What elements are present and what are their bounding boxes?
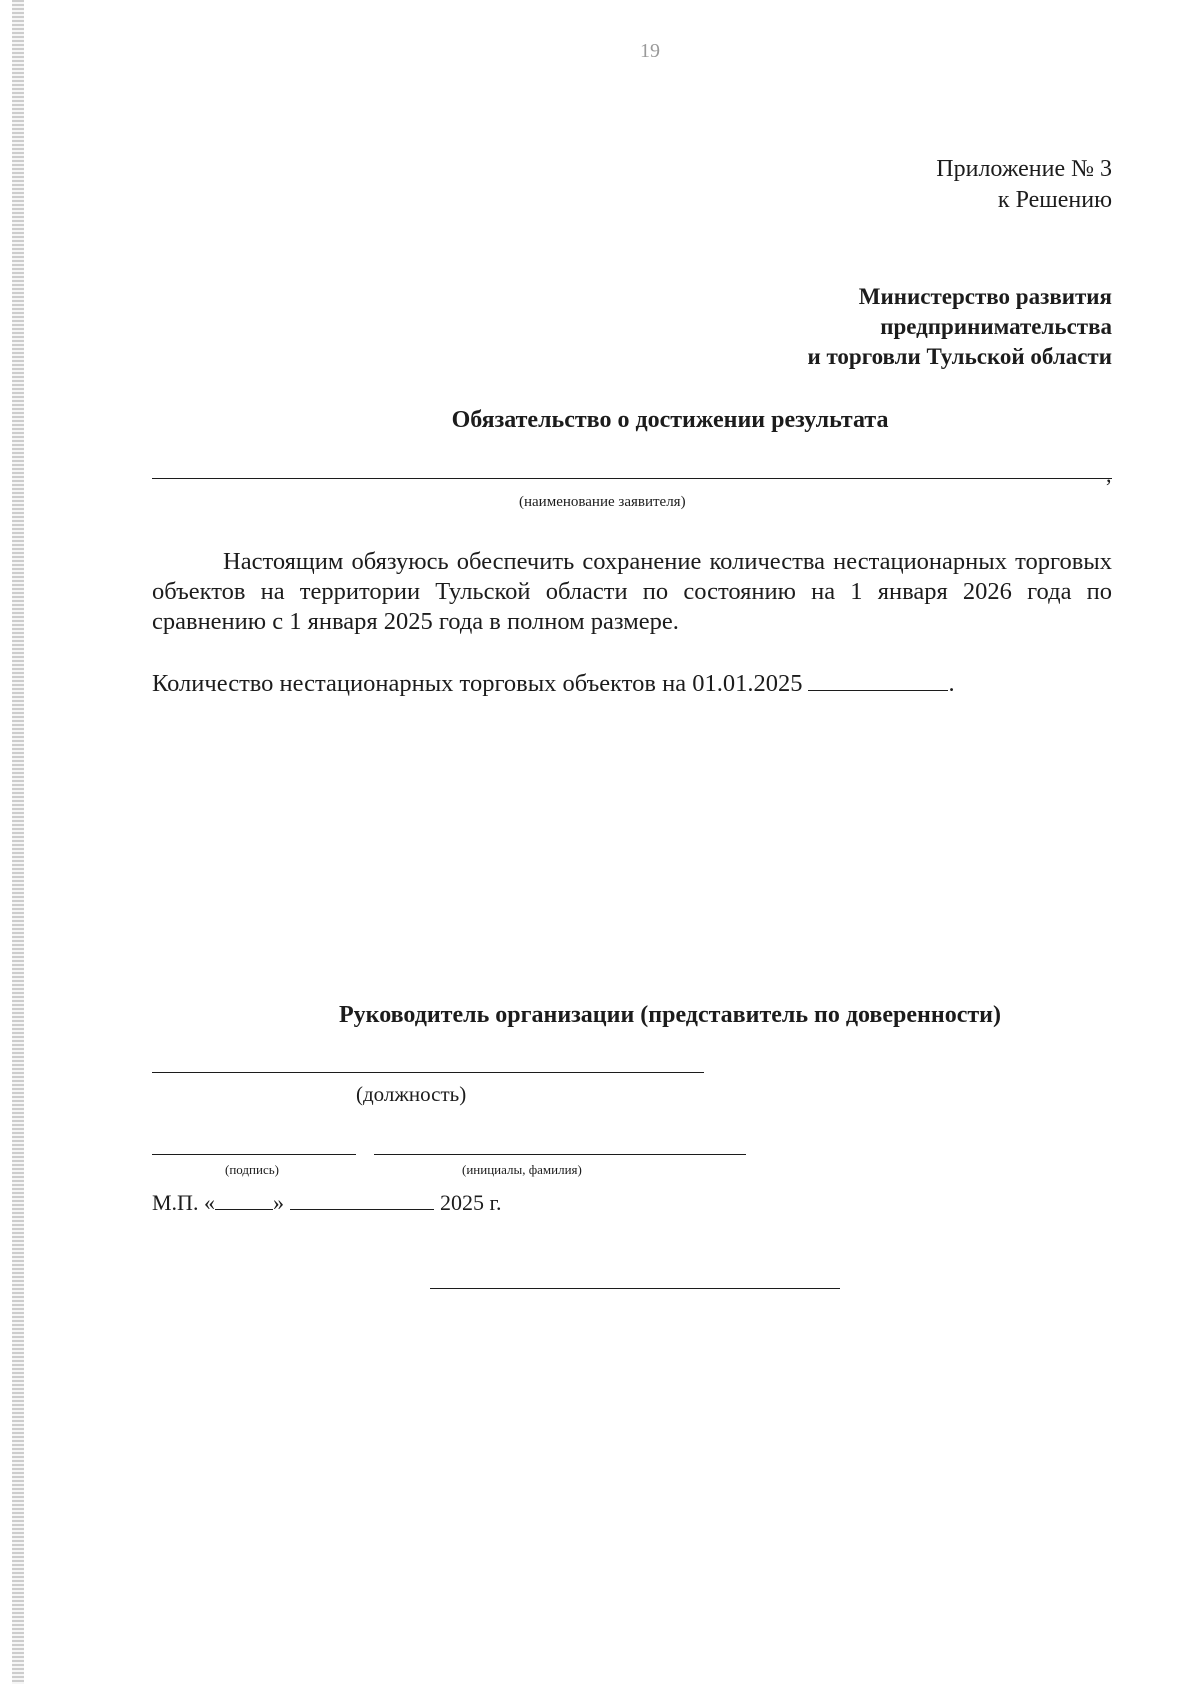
object-count-field[interactable] <box>808 689 948 691</box>
appendix-number: Приложение № 3 <box>936 156 1112 182</box>
stamp-date-line <box>152 1190 502 1216</box>
page-number: 19 <box>640 40 660 62</box>
applicant-caption: (наименование заявителя) <box>519 494 686 510</box>
position-caption: (должность) <box>356 1082 467 1106</box>
addressee-line-2: предпринимательства <box>880 314 1112 339</box>
stamp-prefix: М.П. « <box>152 1190 215 1215</box>
applicant-name-field[interactable] <box>152 478 1112 479</box>
appendix-decision: к Решению <box>997 187 1112 213</box>
applicant-comma: , <box>1106 462 1112 487</box>
signature-caption: (подпись) <box>225 1162 279 1177</box>
binding-strip <box>12 0 24 1684</box>
addressee-line-3: и торговли Тульской области <box>807 344 1112 369</box>
object-count-line <box>152 670 955 698</box>
position-field[interactable] <box>152 1072 704 1073</box>
initials-surname-field[interactable] <box>374 1154 746 1155</box>
object-count-label: Количество нестационарных торговых объектов на 01.01.2025 <box>152 670 803 697</box>
commitment-paragraph: Настоящим обязуюсь обеспечить сохранение количества нестационарных торговых объектов на территории Тульской области по состоянию на 1 января 2026 года по сравнению с 1 января 2025 года в полном размере. <box>152 548 1112 635</box>
signature-field[interactable] <box>152 1154 356 1155</box>
appendix-reference <box>936 154 1112 216</box>
signatory-heading: Руководитель организации (представитель по доверенности) <box>339 1002 1001 1028</box>
closing-divider <box>430 1288 840 1289</box>
document-title: Обязательство о достижении результата <box>451 407 889 433</box>
date-month-field[interactable] <box>290 1208 434 1210</box>
object-count-period: . <box>948 670 955 697</box>
addressee-block <box>807 282 1112 372</box>
date-year: 2025 г. <box>439 1190 502 1215</box>
addressee-line-1: Министерство развития <box>858 284 1112 309</box>
initials-surname-caption: (инициалы, фамилия) <box>462 1162 582 1177</box>
quote-close: » <box>272 1190 284 1215</box>
date-day-field[interactable] <box>215 1208 273 1210</box>
